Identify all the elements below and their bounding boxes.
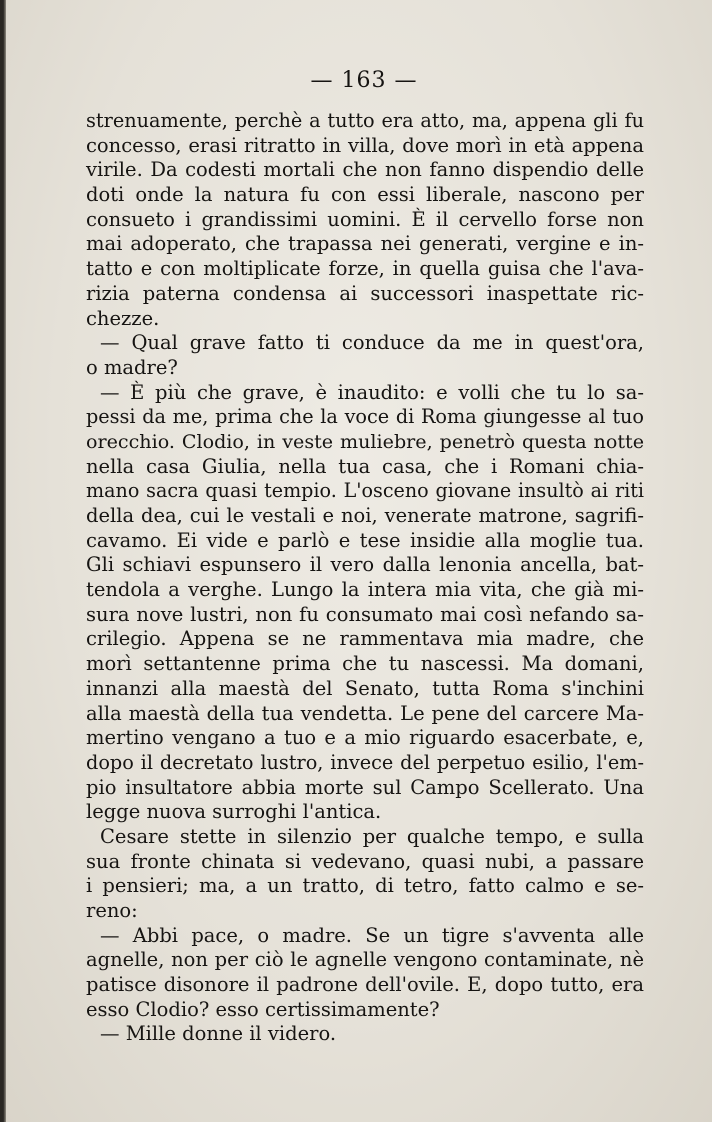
text-line: virile. Da codesti mortali che non fanno dispendio delle xyxy=(86,158,644,182)
text-line: — Mille donne il videro. xyxy=(100,1022,337,1046)
text-line: doti onde la natura fu con essi liberale, nascono per xyxy=(86,183,644,207)
text-line: cavamo. Ei vide e parlò e tese insidie alla moglie tua. xyxy=(86,528,644,552)
text-line: o madre? xyxy=(86,355,178,379)
text-line: i pensieri; ma, a un tratto, di tetro, fatto calmo e se- xyxy=(86,874,644,898)
body-text xyxy=(86,109,644,1047)
text-line: crilegio. Appena se ne rammentava mia madre, che xyxy=(86,627,644,651)
text-line: alla maestà della tua vendetta. Le pene del carcere Ma- xyxy=(86,701,644,725)
text-line: mano sacra quasi tempio. L'osceno giovane insultò ai riti xyxy=(86,479,644,503)
text-line: esso Clodio? esso certissimamente? xyxy=(86,997,440,1021)
page-number: — 163 — xyxy=(310,68,418,93)
text-line: — Abbi pace, o madre. Se un tigre s'avventa alle xyxy=(100,923,644,947)
text-line: tendola a verghe. Lungo la intera mia vita, che già mi- xyxy=(86,578,644,602)
text-line: — Qual grave fatto ti conduce da me in quest'ora, xyxy=(100,331,644,355)
page-spine-edge xyxy=(0,0,6,1122)
text-line: dopo il decretato lustro, invece del perpetuo esilio, l'em- xyxy=(86,750,644,774)
text-line: strenuamente, perchè a tutto era atto, ma, appena gli fu xyxy=(86,109,644,132)
text-line: rizia paterna condensa ai successori inaspettate ric- xyxy=(86,281,644,305)
text-line: reno: xyxy=(86,899,138,922)
text-line: — È più che grave, è inaudito: e volli che tu lo sa- xyxy=(100,380,644,404)
text-line: nella casa Giulia, nella tua casa, che i Romani chia- xyxy=(86,454,644,478)
text-line: sura nove lustri, non fu consumato mai così nefando sa- xyxy=(86,602,644,626)
text-line: della dea, cui le vestali e noi, venerate matrone, sagrifi- xyxy=(86,504,644,527)
text-line: innanzi alla maestà del Senato, tutta Roma s'inchini xyxy=(86,676,644,700)
text-line: mai adoperato, che trapassa nei generati, vergine e in- xyxy=(86,232,644,256)
text-line: Gli schiavi espunsero il vero dalla lenonia ancella, bat- xyxy=(86,553,644,577)
text-line: patisce disonore il padrone dell'ovile. E, dopo tutto, era xyxy=(86,973,644,997)
text-line: pio insultatore abbia morte sul Campo Scellerato. Una xyxy=(86,775,644,799)
text-line: tatto e con moltiplicate forze, in quella guisa che l'ava- xyxy=(86,257,644,281)
text-line: morì settantenne prima che tu nascessi. Ma domani, xyxy=(86,652,644,676)
text-line: agnelle, non per ciò le agnelle vengono contaminate, nè xyxy=(86,948,644,972)
text-line: consueto i grandissimi uomini. È il cervello forse non xyxy=(86,207,644,231)
text-line: sua fronte chinata si vedevano, quasi nubi, a passare xyxy=(86,849,644,873)
text-line: chezze. xyxy=(86,306,160,330)
text-line: orecchio. Clodio, in veste muliebre, penetrò questa notte xyxy=(86,429,644,453)
text-line: legge nuova surroghi l'antica. xyxy=(86,800,382,824)
text-line: Cesare stette in silenzio per qualche tempo, e sulla xyxy=(100,824,644,848)
text-line: pessi da me, prima che la voce di Roma giungesse al tuo xyxy=(86,405,644,429)
text-line: mertino vengano a tuo e a mio riguardo esacerbate, e, xyxy=(86,726,644,750)
text-line: concesso, erasi ritratto in villa, dove morì in età appena xyxy=(86,133,644,157)
